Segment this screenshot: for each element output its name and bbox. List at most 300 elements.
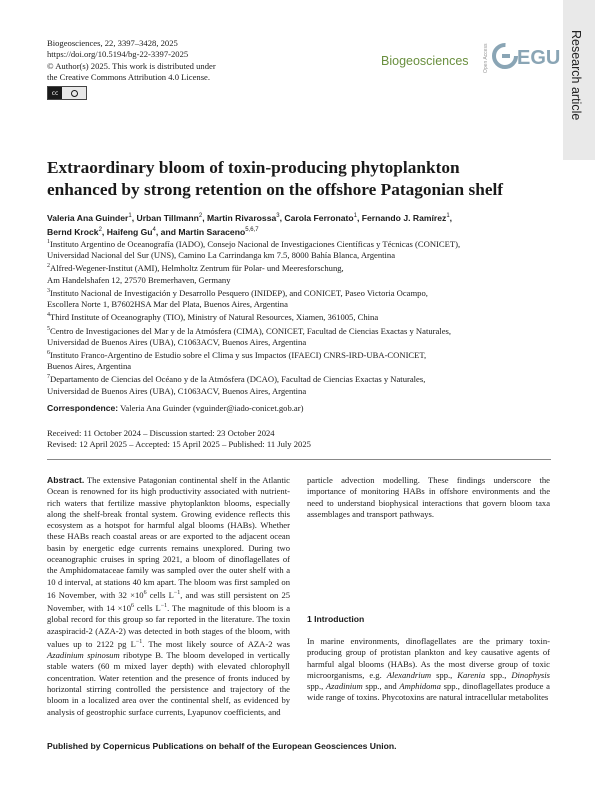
abstract-text: waters [71,661,94,672]
abstract-text: fertilize [107,497,135,508]
abstract-text: The [86,475,101,485]
abstract-text: . [167,602,170,613]
abstract-text: to [326,497,334,508]
abstract-text: presence [184,672,215,683]
abstract-text: a [286,602,291,613]
abstract-text: transport [366,508,398,519]
abstract-text: so [145,614,154,625]
abstract-text: global [47,614,69,625]
abstract-text: of [225,625,233,636]
abstract-text: November, [47,602,86,613]
abstract-text: adjacent [238,531,268,542]
abstract-text: nutrient-rich [47,486,290,508]
article-meta [47,38,216,100]
abstract-text: concentration. [47,672,96,683]
abstract-text: induced [251,672,279,683]
section-divider [47,459,551,460]
abstract-text: Growing [181,508,212,519]
abstract-text: shelf-break [83,508,122,519]
abstract-text: HABs [403,486,425,497]
affiliation-number: 7 [47,374,50,381]
abstract-text: blooms, [224,497,252,508]
abstract-text: bloom [252,602,275,613]
abstract-text: and [185,589,198,600]
abstract-text: chlorophyll [250,661,290,672]
abstract-text: in [71,695,79,706]
paper-title: Extraordinary bloom of toxin-producing phytoplankton enhanced by strong retention on the offshore Patagonian shelf [47,158,504,199]
abstract-text: advection [341,475,375,485]
abstract-text [420,475,428,485]
author-affiliation-number: 5,6,7 [245,227,259,234]
abstract-text: stages [202,625,224,636]
abstract-text: (AZA-2) [95,625,126,636]
abstract-text: coefficients, [223,706,266,717]
abstract-text: of [349,486,357,497]
abstract-text: literature. [220,614,255,625]
abstract-text: exported [183,531,214,542]
abstract-text: to [85,638,93,649]
author-name: Martin Rivarossa [207,212,277,223]
abstract-text: environments [472,486,519,497]
abstract-text: renowned [80,486,115,497]
affiliation-item: $^3$Instituto Nacional de Investigación y Desarrollo Pesquero (INIDEP), and CONICET, Paseo Victoria Ocampo, Escollera Norte 1, B7602HSA Mar del Plata, Buenos Aires, Argentina [47,287,428,310]
abstract-text: assemblages [307,508,350,519]
abstract-text: cruises [100,554,125,565]
abstract-text: is [71,486,78,497]
abstract-text: surface [128,706,154,717]
abstract-text: these [47,531,65,542]
species-name: spinosum [87,650,120,661]
abstract-text: shelf [249,565,266,576]
abstract-text: as [86,520,94,531]
affiliation-item: $^5$Centro de Investigaciones del Mar y de la Atmósfera (CIMA), CONICET, Facultad de Ciencias Exactas y Naturales, Universidad de Buenos Aires (UBA), C1063ACV, Buenos Aires, Argentina [47,325,452,347]
abstract-text: bloom [47,695,69,706]
author-affiliation-number: 2 [198,213,203,219]
abstract-text: the [157,695,168,706]
abstract-text: biophysical [378,497,419,508]
abstract-text: azaspiracid-2 [47,625,93,636]
abstract-text: a [185,554,190,565]
author-name: Haifeng Gu [106,227,153,238]
abstract-text: of [76,706,85,717]
abstract-text: and [268,706,281,717]
abstract-text: underscore [493,475,532,485]
abstract-text: pg [117,638,127,649]
abstract-text: The [178,576,192,587]
abstract-text: the [171,672,182,683]
superscript: −1 [135,638,143,645]
abstract-text: harmful [147,520,175,531]
abstract-text: Amphidomataceae [59,565,124,576]
abstract-text: dinoflagellates [228,554,280,565]
abstract-text: in [127,554,135,565]
abstract-text: 2122 [96,638,114,649]
abstract-text: with [268,565,284,576]
abstract-text: sampled [167,565,196,576]
abstract-text: by [281,695,291,706]
abstract-text: analysis [47,706,75,717]
abstract-text: developed [208,650,244,661]
author-affiliation-number: 4 [152,227,156,234]
abstract-text: bloom [183,650,206,661]
abstract-text: was [276,638,290,649]
abstract-text: , [180,589,183,600]
abstract-text: of [218,554,226,565]
abstract-text: record [70,614,93,625]
introduction-heading: 1 Introduction [307,614,365,624]
abstract-text: especially [255,497,291,508]
correspondence [47,403,303,413]
abstract-text: shelf [220,475,238,485]
abstract-text: The [172,602,186,613]
abstract-text: of [267,683,275,694]
abstract-text: still [217,589,231,600]
abstract-text: stations [103,576,131,587]
affiliation-item: $^4$Third Institute of Oceanography (TIO), Ministry of Natural Resources, Xiamen, 361005, China [47,312,379,323]
abstract-text: up [73,638,82,649]
abstract-text: currents, [155,706,186,717]
affiliation-number: 6 [47,349,50,356]
abstract-text: associated [204,486,240,497]
abstract-text: cells [136,602,153,613]
abstract-text: the [47,565,58,576]
abstract-text: and [523,486,536,497]
affiliation-number: 1 [47,239,50,245]
abstract-text: spring [137,554,160,565]
abstract-text: phytoplankton [170,497,221,508]
abstract-text: pathways. [399,508,435,519]
abstract-text: oceanographic [47,554,98,565]
abstract-text: was [201,589,215,600]
affiliation-item: $^6$Instituto Franco-Argentino de Estudio sobre el Clima y sus Impactos (IFAECI) CNRS-IRD-UBA-CONICET, Buenos Aires, Argentina [47,349,427,372]
affiliation-number: 3 [47,287,50,294]
abstract-text: trajectory [230,683,264,694]
abstract-text: far [155,614,166,625]
abstract-text: basin [47,542,66,553]
abstract-text: frontal [125,508,149,519]
abstract-text: the [155,683,166,694]
abstract-text: 40 [132,576,142,587]
abstract-text: productivity [159,486,202,497]
abstract-text: in [428,486,436,497]
abstract-text: November, [58,589,97,600]
affiliation-number: 4 [47,312,50,319]
publisher-footer: Published by Copernicus Publications on behalf of the European Geosciences Union. [47,741,397,751]
abstract-text: in [198,614,206,625]
abstract-text: stirring [86,683,112,694]
abstract-text: elevated [217,661,247,672]
abstract-text: cells [149,589,166,600]
abstract-text: 14 [106,602,115,613]
abstract-text: retention [122,672,153,683]
abstract-text: for [95,614,106,625]
journal-name: Biogeosciences [381,54,469,68]
abstract-text: These [428,475,449,485]
abstract-text: reach [91,531,111,542]
correspondence-label: Correspondence: [47,403,119,413]
abstract-text: was [128,625,142,636]
abstract-text: blooms [198,520,224,531]
abstract-text: m [113,661,121,672]
superscript: 6 [131,603,135,610]
abstract-text: along [47,508,67,519]
publication-dates [47,428,311,451]
abstract-text: with [197,661,214,672]
abstract-text: its [130,486,139,497]
abstract-text: on [281,576,290,587]
abstract-column-left [47,475,290,721]
abstract-text: interval, [64,576,94,587]
abstract-text: geostrophic [86,706,127,717]
abstract-text: depth) [171,661,194,672]
abstract-text: L [130,638,136,649]
author-affiliation-number: 1 [353,213,357,219]
abstract-text: findings [456,475,486,485]
abstract-text: over [198,565,214,576]
abstract-text: The [148,638,162,649]
abstract-text: waters [64,497,87,508]
author-affiliation-number: 1 [128,213,132,219]
author-list: Valeria Ana Guinder$^1$, Urban Tillmann$^2$, Martin Rivarossa$^3$, Carola Ferronato$^1$, Fernando J. Ramírez$^1$, Bernd Krock$^2$, Haifeng Gu$^4$, and Martin Saraceno$^{5,6,7}$ [47,212,453,238]
author-affiliation-number: 1 [446,213,450,219]
abstract-text: persistent [233,589,267,600]
abstract-text: as [233,695,241,706]
abstract-text: Water [98,672,120,683]
abstract-text: unexplored. [203,542,244,553]
abstract-text: and [352,508,365,519]
abstract-text: AZA-2 [247,638,273,649]
abstract-text: in [247,650,255,661]
abstract-column-right [307,475,550,520]
abstract-text: particle [307,475,333,485]
abstract-text: the [207,614,219,625]
abstract-text: controlled [115,683,151,694]
abstract-text: horizontal [47,683,82,694]
abstract-text: areas [139,531,158,542]
abstract-text: detected [144,625,173,636]
abstract-text: of [282,554,291,565]
abstract-text: The [256,614,270,625]
abstract-text: with [242,486,258,497]
abstract-text: 25 [281,589,291,600]
abstract-text: a [81,695,86,706]
abstract-text: system. [151,508,178,519]
abstract-text: B. [155,650,164,661]
cc-mark: cc [48,87,62,99]
correspondence-email[interactable]: Valeria Ana Guinder (vguinder@iado-conicet.gob.ar) [120,403,304,413]
abstract-text: monitoring [360,486,400,497]
abstract-text: and [155,672,169,683]
author-affiliation-number: 2 [98,227,102,234]
affiliation-item: $^1$Instituto Argentino de Oceanografía (IADO), Consejo Nacional de Investigaciones Científicas y Técnicas (CONICET), Universidad Nacional del Sur (UNS), Camino La Carrindanga km 7.5, 8000 Bahía Blanca, Argentina [47,238,461,261]
abstract-text: Lyapunov [187,706,222,717]
abstract-text: 10 [47,576,56,587]
abstract-text: fronts [228,672,249,683]
abstract-text: reflects [248,508,275,519]
abstract-text: govern [482,497,507,508]
abstract-text: edge [118,542,135,553]
abstract-text: by [69,542,79,553]
abstract-text: localized [88,695,120,706]
abstract-text: of [217,672,225,683]
abstract-text: high [141,486,157,497]
abstract-text: Ocean [47,486,69,497]
abstract-text: values [47,638,69,649]
author-name: Valeria Ana Guinder [47,212,129,223]
copyright-line: © Author(s) 2025. This work is distributed under [47,60,216,71]
article-type-tab [563,0,595,160]
author-name: Bernd Krock [47,227,99,238]
abstract-text: 32 [118,589,127,600]
abstract-text: coastal [112,531,137,542]
abstract-text: the [279,683,290,694]
affiliation-item: $^2$Alfred-Wegener-Institut (AMI), Helmholtz Zentrum für Polar- und Meeresforschung, Am Handelshafen 12, 27570 Bremerhaven, Germany [47,263,344,285]
abstract-text: L [155,602,161,613]
abstract-text: this [277,508,291,519]
abstract-text: source [210,638,233,649]
abstract-text: the [539,486,551,497]
abstract-text: group [122,614,143,625]
abstract-text: remains [171,542,199,553]
abstract-text: algal [178,520,195,531]
abstract-text: with [87,602,104,613]
abstract-text: continental [170,695,210,706]
abstract-text: is [277,602,284,613]
egu-text: EGU [517,47,561,69]
abstract-text: in [239,475,247,485]
abstract-text: first [234,576,249,587]
abstract-text: and [213,683,226,694]
abstract-text: layer [150,661,168,672]
superscript: 6 [143,589,147,596]
abstract-text: bloom [192,554,215,565]
abstract-text: energetic [82,542,115,553]
abstract-text: stable [47,661,68,672]
abstract-text: of [236,638,245,649]
abstract-text: 2021, [162,554,183,565]
abstract-text: the [69,508,80,519]
abstract-text: d [57,576,63,587]
abstract-text: 16 [47,589,56,600]
author-name: Fernando J. Ramírez [361,212,447,223]
abstract-text: km [143,576,155,587]
abstract-text: for [133,520,144,531]
abstract-text: the [539,475,550,485]
abstract-text: bloom [510,497,533,508]
open-access-label: Open Access [483,43,489,73]
abstract-text: by [281,672,290,683]
abstract-text: (HABs). [227,520,257,531]
species-name: Azadinium [47,650,84,661]
abstract-label: Abstract. [47,475,85,485]
abstract-text: a [286,565,291,576]
abstract-text: area [122,695,137,706]
abstract-text: (60 [97,661,110,672]
abstract-text: persistence [170,683,209,694]
cc-by-icon [71,90,78,97]
abstract-text: L [168,589,174,600]
abstract-text: of [227,602,235,613]
abstract-text: evidence [215,508,246,519]
egu-logo-icon [492,36,561,76]
abstract-text: at [95,576,102,587]
abstract-text [375,475,383,485]
abstract-text: apart. [156,576,177,587]
abstract-text: over [139,695,155,706]
abstract-text: extensive [103,475,136,485]
abstract-text: ×10 [130,589,144,600]
abstract-text: bloom [194,576,217,587]
doi-link[interactable]: https://doi.org/10.5194/bg-22-3397-2025 [47,49,189,60]
introduction-text: In marine environments, dinoflagellates are the primary toxin-producing group of protistan plankton and key causative agents of harmful algal blooms (HABs). As the most diverse group of toxic microorganisms, e.g. Alexandrium spp., Karenia spp., Dinophysis spp., Azadinium spp., and Amphidoma spp., dinoflagellates produce a wide range of toxins. Phycotoxins are natural intracellular metabolites [307,636,550,703]
abstract-text: sampled [250,576,280,587]
abstract-text: for [117,486,128,497]
abstract-text: or [159,531,168,542]
abstract-text: Atlantic [262,475,290,485]
abstract-text: currents [139,542,167,553]
abstract-text: two [277,542,291,553]
abstract-text: offshore [439,486,469,497]
abstract-text: massive [138,497,167,508]
abstract-text [449,475,457,485]
abstract-text: to [215,531,223,542]
author-name: Urban Tillmann [136,212,199,223]
abstract-text: Patagonian [138,475,177,485]
author-name: Carola Ferronato [284,212,354,223]
abstract-text: most [165,638,183,649]
author-affiliation-number: 3 [276,213,280,219]
abstract-text: that [90,497,104,508]
abstract-text: need [307,497,324,508]
abstract-text: was [218,576,232,587]
license-line: the Creative Commons Attribution 4.0 License. [47,71,211,82]
abstract-text: this [107,614,121,625]
abstract-text: understand [337,497,376,508]
superscript: −1 [173,589,181,596]
affiliation-list [47,237,547,397]
abstract-text: ×10 [117,602,132,613]
abstract-text: with [274,625,290,636]
abstract-text: bloom, [248,625,273,636]
abstract-text: ribotype [123,650,152,661]
abstract-text: vertically [257,650,290,661]
abstract-text: a [97,520,102,531]
received-line: Received: 11 October 2024 – Discussion started: 23 October 2024 [47,428,275,438]
abstract-text: taxa [535,497,551,508]
abstract-text: shelf, [211,695,231,706]
abstract-text: modelling. [382,475,420,485]
revised-line: Revised: 12 April 2025 – Accepted: 15 April 2025 – Published: 11 July 2025 [47,439,311,450]
affiliation-item: $^7$Departamento de Ciencias del Océano y de la Atmósfera (DCAO), Facultad de Ciencias Exactas y Naturales, Universidad de Buenos Aires (UBA), C1063ACV, Buenos Aires, Argentina [47,374,426,396]
abstract-text [333,475,341,485]
abstract-text: are [169,531,181,542]
abstract-text: toxin [272,614,291,625]
abstract-text: the [235,625,246,636]
abstract-text: evidenced [243,695,279,706]
abstract-text: . [142,638,145,649]
abstract-text: that [465,497,479,508]
abstract-text: in [175,625,182,636]
abstract-text: outer [229,565,247,576]
abstract-text: reported [167,614,197,625]
abstract-text: was [151,565,165,576]
affiliation-number: 5 [47,325,50,332]
abstract-text: interactions [422,497,463,508]
cc-license-badge-icon[interactable] [47,86,87,100]
abstract-text: both [184,625,200,636]
abstract-text: the [216,565,227,576]
abstract-text: continental [179,475,218,485]
